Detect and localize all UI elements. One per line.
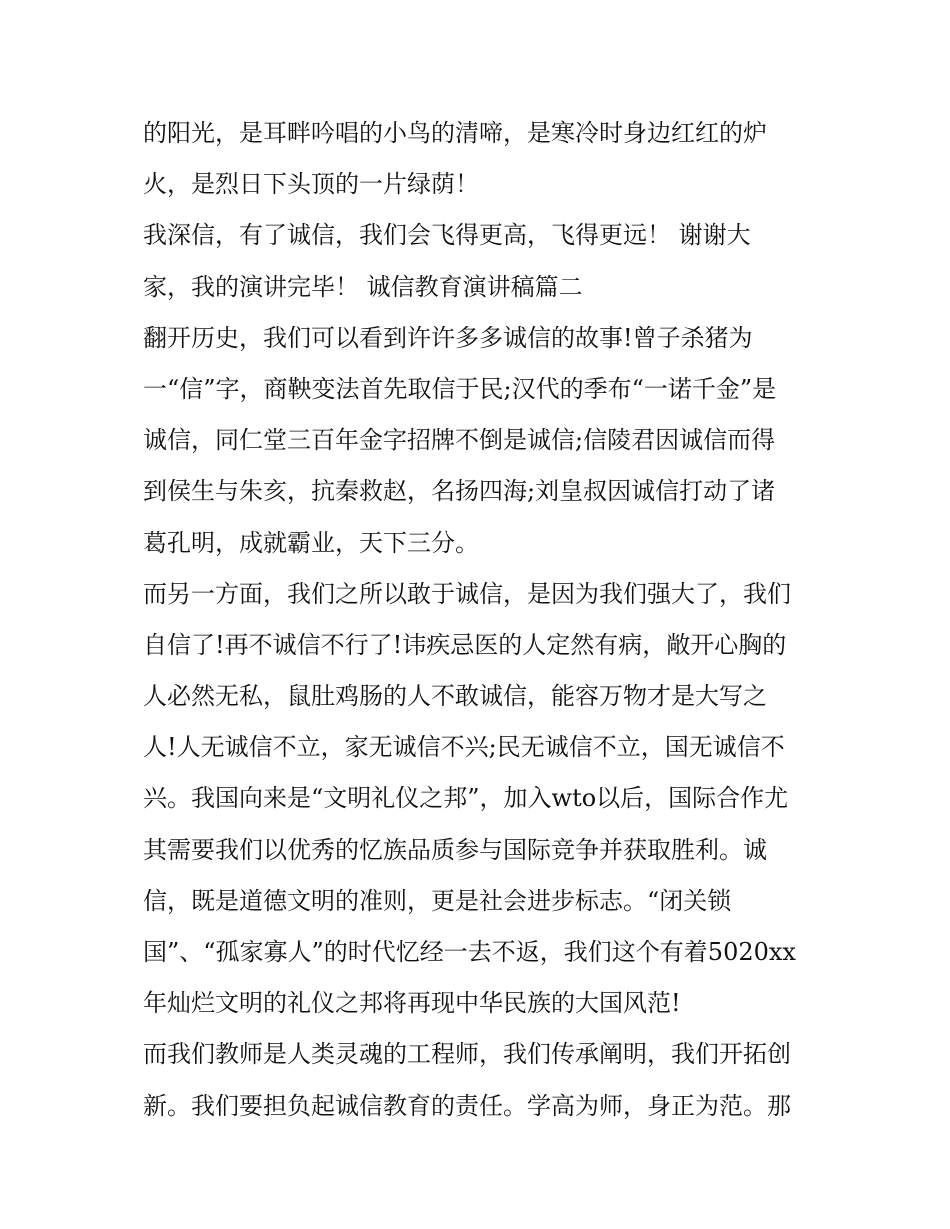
text-line: 我深信，有了诚信，我们会飞得更高，飞得更远！ 谢谢大: [143, 221, 751, 250]
text-line: 火，是烈日下头顶的一片绿荫！: [143, 170, 479, 199]
text-line: 而另一方面，我们之所以敢于诚信，是因为我们强大了，我们: [143, 579, 791, 608]
document-body: [143, 108, 823, 1132]
text-line: 的阳光，是耳畔吟唱的小鸟的清啼，是寒冷时身边红红的炉: [143, 119, 767, 147]
text-line: 一“信”字，商鞅变法首先取信于民;汉代的季布“一诺千金”是: [143, 374, 777, 403]
text-line: 兴。我国向来是“文明礼仪之邦”，加入wto以后，国际合作尤: [143, 784, 789, 813]
text-line: 葛孔明，成就霸业，天下三分。: [143, 528, 479, 557]
text-line: 人!人无诚信不立，家无诚信不兴;民无诚信不立，国无诚信不: [143, 733, 785, 762]
text-line: 而我们教师是人类灵魂的工程师，我们传承阐明，我们开拓创: [143, 1040, 791, 1069]
text-line: 新。我们要担负起诚信教育的责任。学高为师，身正为范。那: [143, 1091, 791, 1120]
text-line: 家，我的演讲完毕！ 诚信教育演讲稿篇二: [143, 272, 583, 301]
text-line: 年灿烂文明的礼仪之邦将再现中华民族的大国风范!: [143, 989, 681, 1018]
text-line: 人必然无私，鼠肚鸡肠的人不敢诚信，能容万物才是大写之: [143, 682, 767, 711]
text-line: 到侯生与朱亥，抗秦救赵，名扬四海;刘皇叔因诚信打动了诸: [143, 477, 776, 506]
text-line: 其需要我们以优秀的忆族品质参与国际竞争并获取胜利。诚: [143, 835, 767, 864]
text-line: 信，既是道德文明的准则，更是社会进步标志。“闭关锁: [143, 886, 732, 915]
text-line: 自信了!再不诚信不行了!讳疾忌医的人定然有病，敞开心胸的: [143, 630, 787, 659]
text-line: 翻开历史，我们可以看到许许多多诚信的故事!曾子杀猪为: [143, 323, 753, 352]
text-line: 国”、“孤家寡人”的时代忆经一去不返，我们这个有着5020xx: [143, 938, 796, 966]
text-line: 诚信，同仁堂三百年金字招牌不倒是诚信;信陵君因诚信而得: [143, 426, 776, 455]
